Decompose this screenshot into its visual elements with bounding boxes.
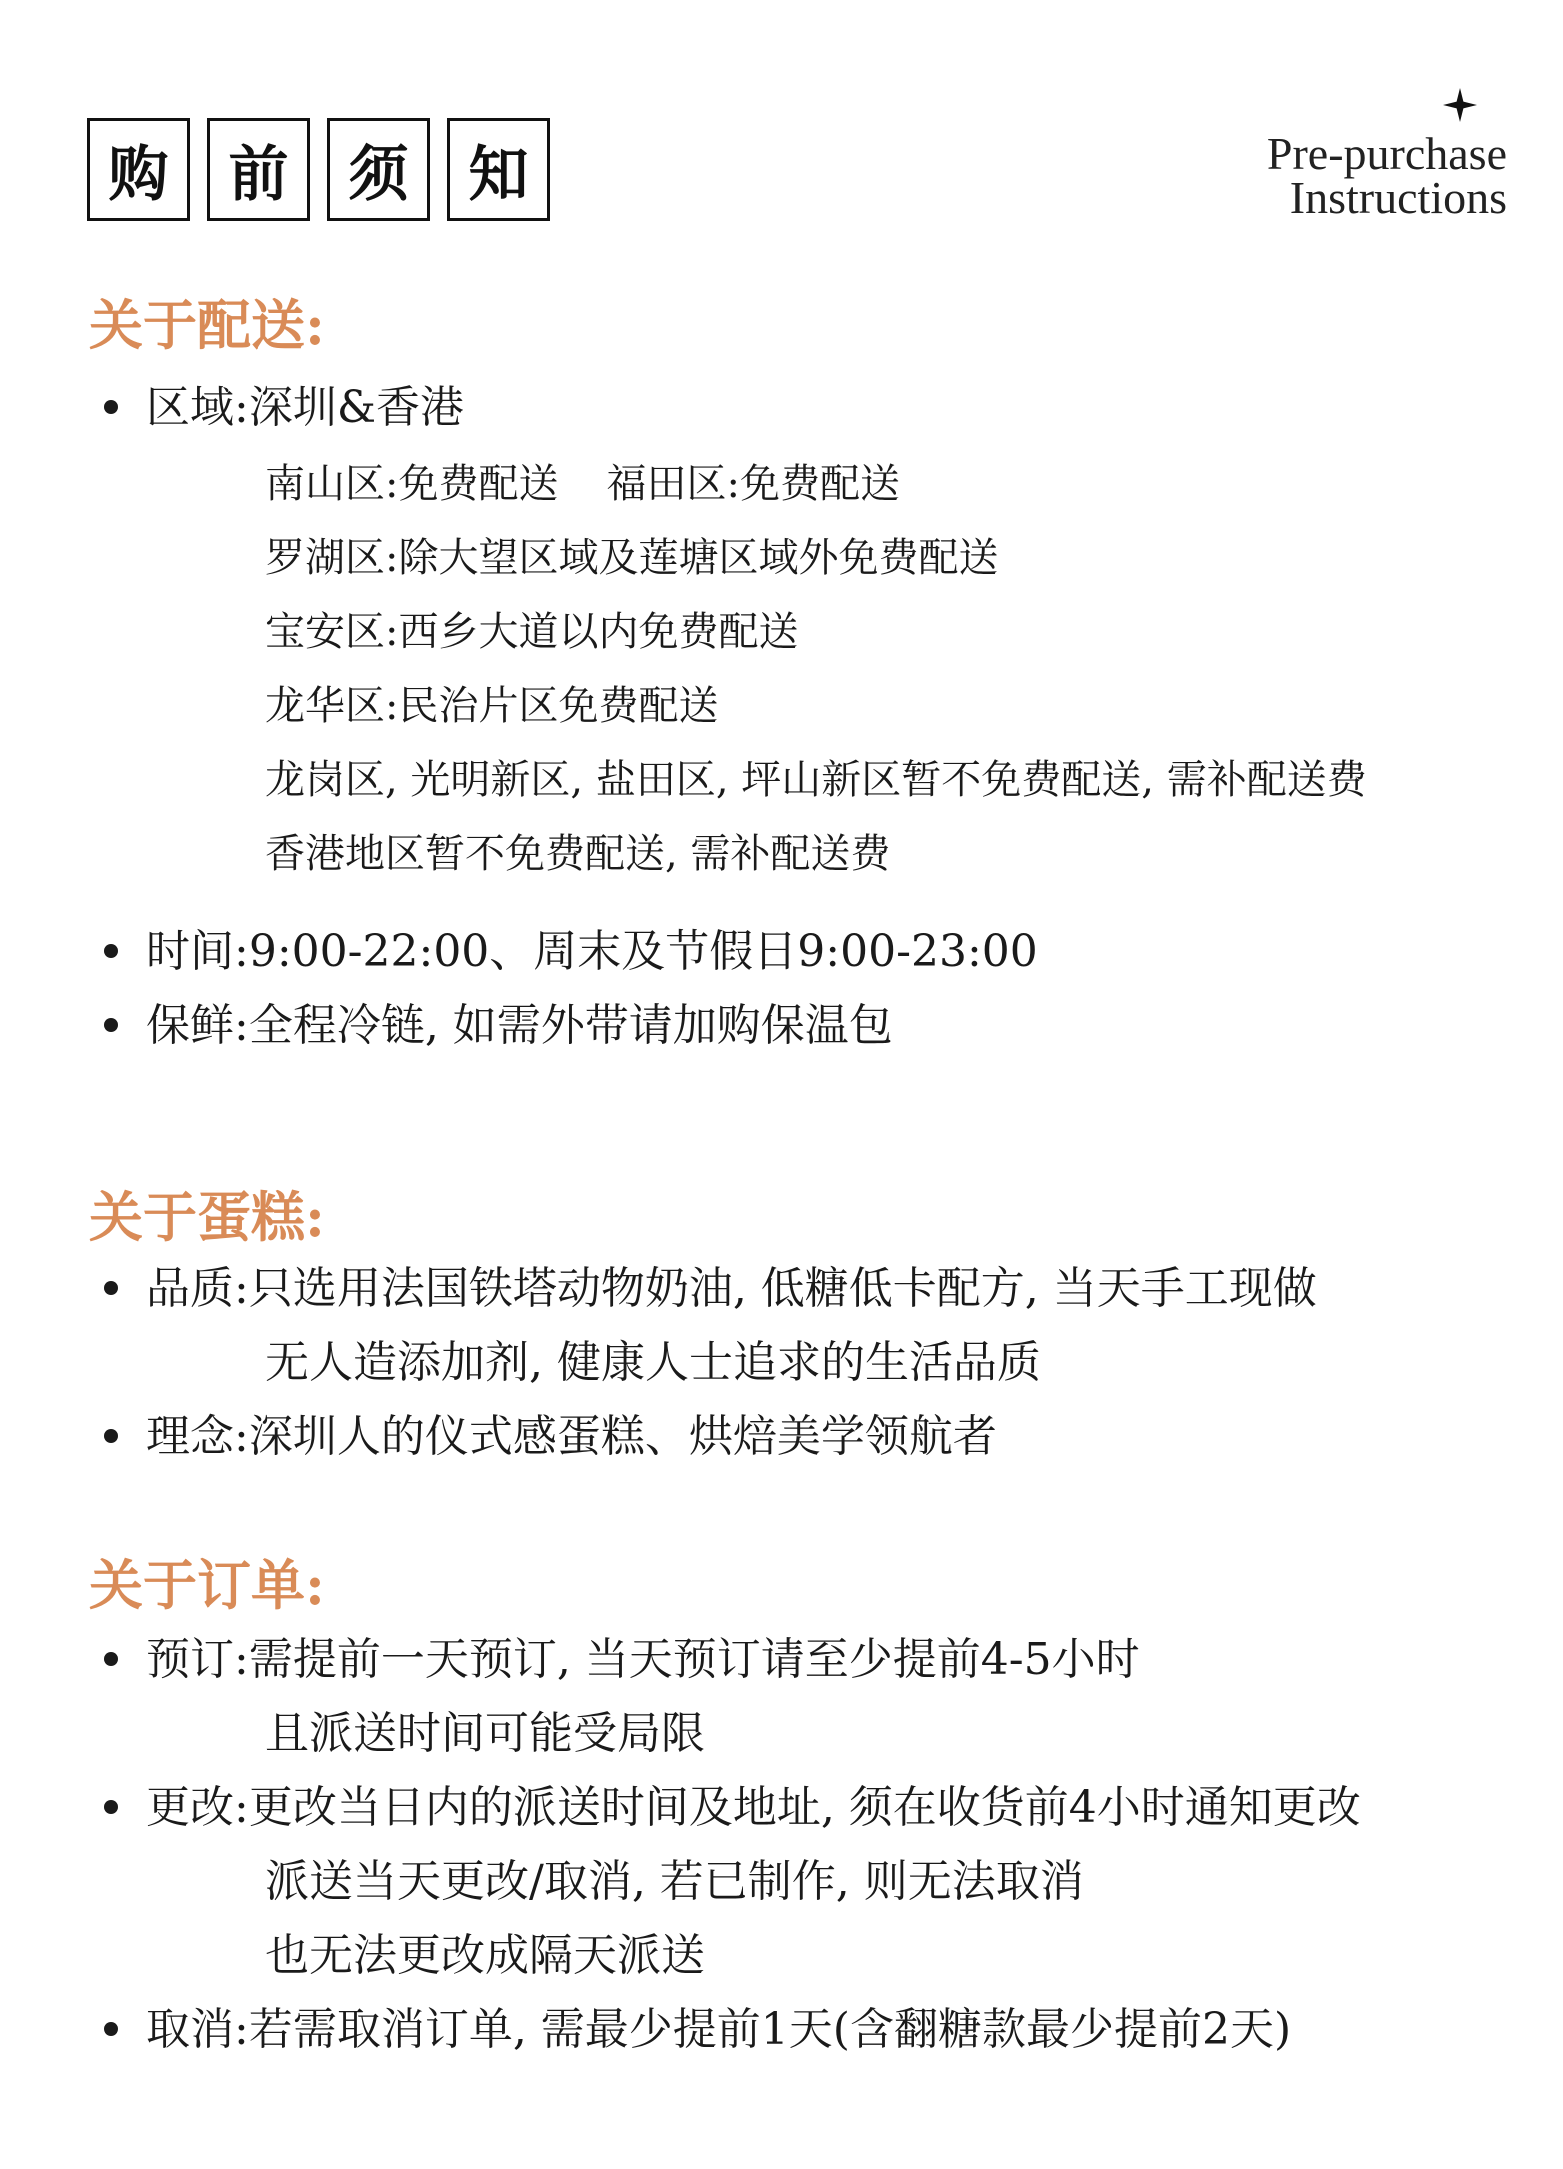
section-heading-cake: 关于蛋糕: <box>89 1185 325 1249</box>
quality-continuation: 无人造添加剂, 健康人士追求的生活品质 <box>265 1337 1041 1388</box>
item-value: 9:00-22:00、周末及节假日9:00-23:00 <box>248 926 1038 977</box>
title-char-box: 前 <box>207 118 310 221</box>
list-item-time <box>104 922 1038 982</box>
district-line <box>265 454 900 514</box>
four-point-star-icon <box>1443 88 1477 122</box>
list-item-concept <box>104 1407 997 1467</box>
bullet-icon <box>104 400 118 414</box>
item-label: 保鲜: <box>146 1000 249 1051</box>
district-longhua: 龙华区:民治片区免费配送 <box>265 683 719 729</box>
reserve-continuation: 且派送时间可能受局限 <box>265 1708 705 1759</box>
bullet-icon <box>104 2022 118 2036</box>
bullet-icon <box>104 1800 118 1814</box>
section-heading-order: 关于订单: <box>89 1553 325 1617</box>
district-nanshan: 南山区:免费配送 <box>265 461 559 507</box>
list-item-reserve <box>104 1630 1140 1690</box>
item-label: 取消: <box>146 2004 249 2055</box>
bullet-icon <box>104 1018 118 1032</box>
bullet-icon <box>104 1652 118 1666</box>
change-continuation-1: 派送当天更改/取消, 若已制作, 则无法取消 <box>265 1856 1084 1907</box>
brand-line-1: Pre-purchase <box>1266 128 1507 179</box>
item-label: 预订: <box>146 1634 249 1685</box>
district-hongkong: 香港地区暂不免费配送, 需补配送费 <box>265 831 891 877</box>
item-value: 需提前一天预订, 当天预订请至少提前4-5小时 <box>248 1634 1140 1685</box>
brand-label <box>1266 88 1507 223</box>
bullet-icon <box>104 1281 118 1295</box>
item-value: 深圳&香港 <box>248 382 464 433</box>
list-item-fresh <box>104 996 893 1056</box>
title-char-box: 购 <box>87 118 190 221</box>
item-value: 深圳人的仪式感蛋糕、烘焙美学领航者 <box>248 1411 997 1462</box>
brand-line-2: Instructions <box>1289 172 1507 223</box>
item-value: 只选用法国铁塔动物奶油, 低糖低卡配方, 当天手工现做 <box>248 1263 1317 1314</box>
page-title <box>87 118 550 221</box>
list-item-cancel <box>104 2000 1291 2060</box>
title-char-box: 知 <box>447 118 550 221</box>
change-continuation-2: 也无法更改成隔天派送 <box>265 1930 705 1981</box>
list-item-change <box>104 1778 1361 1838</box>
item-value: 全程冷链, 如需外带请加购保温包 <box>248 1000 893 1051</box>
item-label: 时间: <box>146 926 249 977</box>
bullet-icon <box>104 944 118 958</box>
item-value: 更改当日内的派送时间及地址, 须在收货前4小时通知更改 <box>248 1782 1361 1833</box>
item-label: 理念: <box>146 1411 249 1462</box>
item-value: 若需取消订单, 需最少提前1天(含翻糖款最少提前2天) <box>248 2004 1292 2055</box>
item-label: 区域: <box>146 382 249 433</box>
district-baoan: 宝安区:西乡大道以内免费配送 <box>265 609 799 655</box>
list-item-quality <box>104 1259 1317 1319</box>
bullet-icon <box>104 1429 118 1443</box>
item-label: 品质: <box>146 1263 249 1314</box>
item-label: 更改: <box>146 1782 249 1833</box>
section-heading-delivery: 关于配送: <box>89 293 325 357</box>
district-futian: 福田区:免费配送 <box>606 461 900 507</box>
list-item-area <box>104 378 464 438</box>
district-luohu: 罗湖区:除大望区域及莲塘区域外免费配送 <box>265 535 999 581</box>
title-char-box: 须 <box>327 118 430 221</box>
district-others: 龙岗区, 光明新区, 盐田区, 坪山新区暂不免费配送, 需补配送费 <box>265 757 1367 803</box>
